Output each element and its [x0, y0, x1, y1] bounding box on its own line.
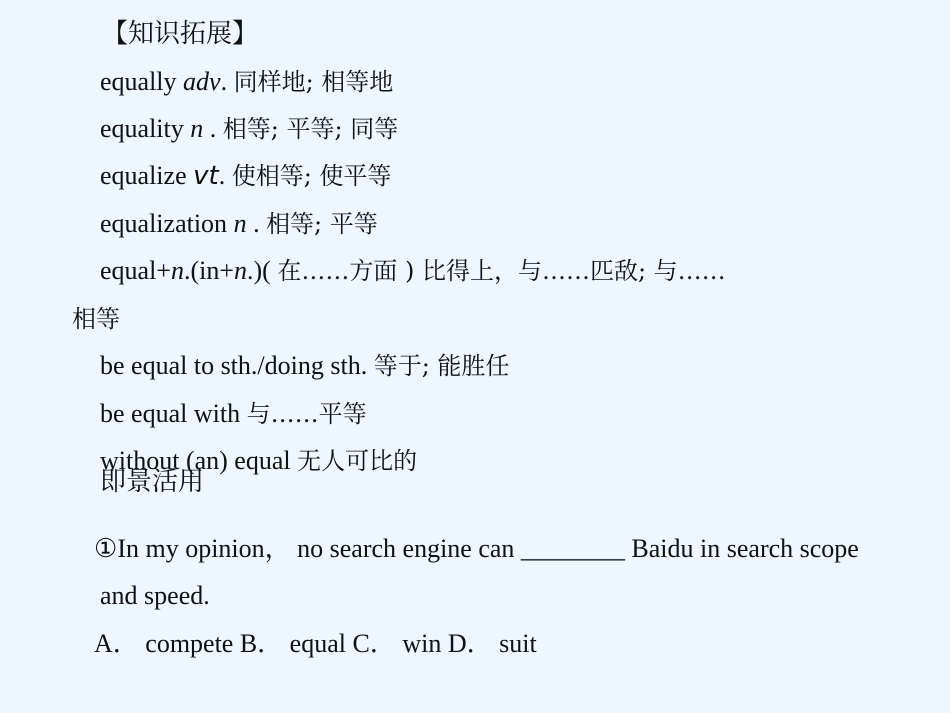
entry-pos-suffix: .	[220, 67, 234, 96]
phrase-en: be equal to sth./doing sth.	[100, 351, 374, 380]
entry-pos: vt	[193, 161, 219, 191]
entry-meaning: 同样地; 相等地	[233, 68, 394, 96]
entry-equalization	[100, 208, 378, 240]
entry-pos-suffix: .	[218, 161, 232, 190]
section-title: 【知识拓展】	[102, 19, 259, 49]
phrase-prefix: equal+	[100, 256, 171, 285]
phrase-n1: n	[170, 256, 184, 285]
entry-pos: adv	[183, 67, 221, 96]
entry-meaning: 相等; 平等	[266, 210, 378, 238]
phrase-n2: n	[234, 256, 248, 285]
phrase-cn: 无人可比的	[297, 447, 418, 475]
phrase-en: be equal with	[100, 399, 247, 428]
entry-meaning: 相等; 平等; 同等	[222, 115, 399, 143]
question-line1	[94, 533, 859, 565]
entry-pos-suffix: .	[246, 209, 267, 238]
entry-meaning: 使相等; 使平等	[231, 162, 392, 190]
phrase-meaning-line1: 在……方面 ) 比得上，与……匹敌; 与……	[277, 257, 726, 285]
phrase-equal-to	[100, 350, 509, 382]
phrase-cn: 等于; 能胜任	[373, 352, 510, 380]
phrase-cn: 与……平等	[246, 400, 367, 428]
phrase-mid: .(in+	[183, 256, 235, 285]
entry-pos-suffix: .	[203, 114, 223, 143]
question-text: In my opinion， no search engine can ________ Baidu in search scope	[117, 534, 859, 563]
phrase-suffix: .)(	[247, 256, 278, 285]
phrase-en: without (an) equal	[100, 446, 298, 475]
entry-equal-phrase	[100, 255, 726, 287]
phrase-meaning-line2: 相等	[72, 305, 120, 333]
entry-equalize	[100, 160, 391, 192]
question-options: A． compete B． equal C． win D． suit	[94, 629, 537, 658]
entry-pos: n	[190, 114, 204, 143]
entry-equality	[100, 113, 398, 145]
entry-word: equality	[100, 114, 191, 143]
entry-equally	[100, 66, 393, 98]
entry-word: equalize	[100, 161, 194, 190]
entry-word: equally	[100, 67, 184, 96]
entry-pos: n	[233, 209, 247, 238]
entry-word: equalization	[100, 209, 234, 238]
question-number: ①	[94, 534, 118, 563]
practice-title: 即景活用	[100, 467, 205, 497]
question-line2: and speed.	[100, 581, 210, 610]
phrase-equal-with	[100, 398, 367, 430]
